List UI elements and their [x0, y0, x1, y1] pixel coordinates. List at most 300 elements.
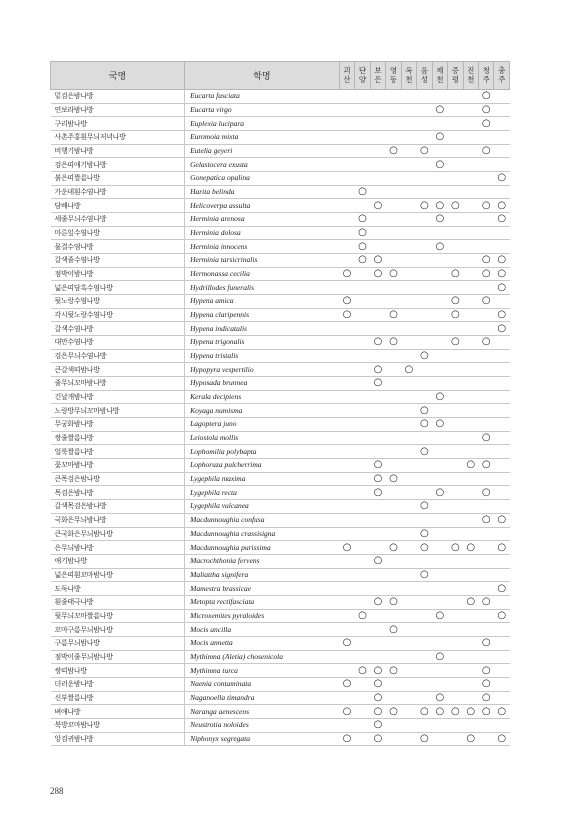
occurrence-cell	[448, 732, 463, 746]
occurrence-cell: ○	[432, 418, 447, 432]
korean-name-cell: 쌍띠밤나방	[51, 664, 185, 678]
occurrence-cell	[355, 418, 370, 432]
table-row	[51, 554, 510, 568]
region-header	[417, 62, 432, 90]
occurrence-cell	[463, 281, 478, 295]
occurrence-cell	[417, 308, 432, 322]
occurrence-cell	[386, 322, 401, 336]
korean-name-cell: 갈색수염나방	[51, 322, 185, 336]
occurrence-cell	[494, 527, 510, 541]
scientific-name-cell: Euplexia lucipara	[185, 117, 340, 131]
occurrence-cell	[370, 103, 385, 117]
occurrence-cell	[339, 582, 354, 596]
occurrence-cell	[463, 500, 478, 514]
occurrence-cell: ○	[432, 240, 447, 254]
occurrence-cell	[355, 513, 370, 527]
scientific-name-cell: Macdunnoughia crassisigna	[185, 527, 340, 541]
occurrence-cell: ○	[355, 240, 370, 254]
occurrence-cell	[417, 90, 432, 104]
occurrence-cell: ○	[479, 664, 494, 678]
occurrence-cell	[463, 185, 478, 199]
occurrence-cell	[448, 90, 463, 104]
occurrence-cell	[386, 240, 401, 254]
scientific-name-cell: Lophoruza pulcherrima	[185, 459, 340, 473]
occurrence-cell	[401, 185, 416, 199]
scientific-name-cell: Hermonassa cecilia	[185, 267, 340, 281]
occurrence-cell	[448, 664, 463, 678]
scientific-name-cell: Hypena tristalis	[185, 349, 340, 363]
occurrence-cell	[355, 445, 370, 459]
korean-name-cell: 은무늬밤나방	[51, 541, 185, 555]
occurrence-cell: ○	[355, 226, 370, 240]
occurrence-cell	[494, 568, 510, 582]
occurrence-cell: ○	[479, 677, 494, 691]
korean-name-cell: 꼬마구름무늬밤나방	[51, 623, 185, 637]
occurrence-cell	[355, 677, 370, 691]
korean-name-cell: 무궁화밤나방	[51, 418, 185, 432]
occurrence-cell: ○	[417, 500, 432, 514]
scientific-name-cell: Lophomilia polybapta	[185, 445, 340, 459]
occurrence-cell: ○	[386, 472, 401, 486]
scientific-name-cell: Lygephila maxima	[185, 472, 340, 486]
occurrence-cell	[401, 418, 416, 432]
scientific-name-cell: Hypena claripennis	[185, 308, 340, 322]
occurrence-cell: ○	[370, 705, 385, 719]
occurrence-cell	[479, 213, 494, 227]
occurrence-cell	[494, 459, 510, 473]
region-header-char: 은	[374, 74, 382, 84]
occurrence-cell	[401, 582, 416, 596]
occurrence-cell	[432, 295, 447, 309]
species-distribution-table	[50, 61, 510, 746]
occurrence-cell: ○	[401, 363, 416, 377]
occurrence-cell	[370, 281, 385, 295]
occurrence-cell: ○	[417, 404, 432, 418]
occurrence-cell	[370, 650, 385, 664]
occurrence-cell	[448, 363, 463, 377]
scientific-name-cell: Neustrotia noloides	[185, 718, 340, 732]
occurrence-cell	[401, 254, 416, 268]
occurrence-cell	[386, 459, 401, 473]
occurrence-cell	[463, 568, 478, 582]
occurrence-cell	[386, 103, 401, 117]
occurrence-cell: ○	[479, 117, 494, 131]
occurrence-cell: ○	[370, 664, 385, 678]
occurrence-cell	[355, 281, 370, 295]
occurrence-cell	[417, 664, 432, 678]
occurrence-cell: ○	[417, 527, 432, 541]
region-header	[479, 62, 494, 90]
korean-name-cell: 목검은밤나방	[51, 486, 185, 500]
scientific-name-cell: Eucarta fasciata	[185, 90, 340, 104]
occurrence-cell	[417, 158, 432, 172]
occurrence-cell	[370, 240, 385, 254]
occurrence-cell	[386, 226, 401, 240]
table-row	[51, 199, 510, 213]
occurrence-cell	[401, 500, 416, 514]
occurrence-cell	[339, 363, 354, 377]
occurrence-cell	[355, 623, 370, 637]
table-row	[51, 650, 510, 664]
occurrence-cell	[339, 568, 354, 582]
occurrence-cell	[432, 322, 447, 336]
occurrence-cell	[355, 322, 370, 336]
korean-name-cell: 각시뒷노랑수염나방	[51, 308, 185, 322]
occurrence-cell	[401, 445, 416, 459]
occurrence-cell	[463, 513, 478, 527]
korean-name-cell: 붉은띠짤름나방	[51, 172, 185, 186]
occurrence-cell	[417, 609, 432, 623]
occurrence-cell	[432, 226, 447, 240]
occurrence-cell	[355, 308, 370, 322]
occurrence-cell: ○	[339, 267, 354, 281]
region-header	[448, 62, 463, 90]
occurrence-cell	[386, 609, 401, 623]
occurrence-cell	[386, 349, 401, 363]
scientific-name-cell: Microxemites pyraloides	[185, 609, 340, 623]
occurrence-cell	[417, 650, 432, 664]
korean-name-cell: 얼룩짤름나방	[51, 445, 185, 459]
occurrence-cell	[401, 226, 416, 240]
occurrence-cell	[463, 199, 478, 213]
occurrence-cell: ○	[479, 336, 494, 350]
occurrence-cell	[432, 664, 447, 678]
korean-name-cell: 도둑나방	[51, 582, 185, 596]
occurrence-cell	[355, 431, 370, 445]
table-row	[51, 732, 510, 746]
occurrence-cell	[432, 636, 447, 650]
korean-name-cell: 점박이줄무늬밤나방	[51, 650, 185, 664]
occurrence-cell	[370, 404, 385, 418]
occurrence-cell: ○	[370, 363, 385, 377]
occurrence-cell	[417, 691, 432, 705]
table-row	[51, 486, 510, 500]
occurrence-cell	[479, 172, 494, 186]
occurrence-cell	[432, 513, 447, 527]
scientific-name-cell: Helicoverpa assulta	[185, 199, 340, 213]
occurrence-cell	[417, 554, 432, 568]
occurrence-cell	[401, 623, 416, 637]
occurrence-cell: ○	[432, 158, 447, 172]
occurrence-cell	[370, 185, 385, 199]
occurrence-cell: ○	[339, 295, 354, 309]
occurrence-cell	[448, 718, 463, 732]
occurrence-cell: ○	[432, 131, 447, 145]
scientific-name-cell: Koyaga numisma	[185, 404, 340, 418]
occurrence-cell	[463, 623, 478, 637]
occurrence-cell	[339, 144, 354, 158]
occurrence-cell	[448, 349, 463, 363]
occurrence-cell	[448, 513, 463, 527]
table-row	[51, 281, 510, 295]
table-row	[51, 664, 510, 678]
occurrence-cell	[463, 131, 478, 145]
occurrence-cell	[494, 636, 510, 650]
region-header-char: 평	[451, 74, 459, 84]
scientific-name-cell: Mythimna turca	[185, 664, 340, 678]
occurrence-cell	[479, 623, 494, 637]
occurrence-cell	[432, 117, 447, 131]
occurrence-cell	[401, 199, 416, 213]
occurrence-cell	[355, 377, 370, 391]
korean-name-cell: 긴날개밤나방	[51, 390, 185, 404]
occurrence-cell: ○	[386, 541, 401, 555]
occurrence-cell	[339, 718, 354, 732]
occurrence-cell	[448, 185, 463, 199]
occurrence-cell	[370, 568, 385, 582]
occurrence-cell	[494, 363, 510, 377]
occurrence-cell	[417, 226, 432, 240]
occurrence-cell	[386, 554, 401, 568]
occurrence-cell	[479, 650, 494, 664]
occurrence-cell	[386, 445, 401, 459]
occurrence-cell	[417, 513, 432, 527]
occurrence-cell	[401, 281, 416, 295]
occurrence-cell	[355, 732, 370, 746]
occurrence-cell	[401, 322, 416, 336]
scientific-name-cell: Lygephila vulcanea	[185, 500, 340, 514]
occurrence-cell	[494, 377, 510, 391]
occurrence-cell	[401, 732, 416, 746]
occurrence-cell	[479, 527, 494, 541]
occurrence-cell	[401, 267, 416, 281]
occurrence-cell: ○	[417, 144, 432, 158]
korean-name-cell: 뒷노랑수염나방	[51, 295, 185, 309]
occurrence-cell	[463, 636, 478, 650]
occurrence-cell	[355, 582, 370, 596]
occurrence-cell	[448, 131, 463, 145]
occurrence-cell: ○	[386, 267, 401, 281]
occurrence-cell	[339, 390, 354, 404]
table-row	[51, 322, 510, 336]
occurrence-cell	[432, 267, 447, 281]
occurrence-cell	[432, 500, 447, 514]
region-header-char: 제	[436, 66, 444, 75]
occurrence-cell: ○	[370, 267, 385, 281]
occurrence-cell	[463, 267, 478, 281]
occurrence-cell	[448, 568, 463, 582]
occurrence-cell	[339, 445, 354, 459]
region-header	[432, 62, 447, 90]
occurrence-cell: ○	[355, 254, 370, 268]
table-row	[51, 158, 510, 172]
occurrence-cell: ○	[463, 595, 478, 609]
korean-name-cell: 점박이밤나방	[51, 267, 185, 281]
occurrence-cell	[386, 390, 401, 404]
occurrence-cell	[339, 199, 354, 213]
occurrence-cell	[448, 677, 463, 691]
occurrence-cell	[355, 691, 370, 705]
occurrence-cell	[401, 377, 416, 391]
occurrence-cell	[386, 172, 401, 186]
korean-name-cell: 국화은무늬밤나방	[51, 513, 185, 527]
occurrence-cell	[339, 336, 354, 350]
occurrence-cell	[479, 308, 494, 322]
occurrence-cell	[386, 90, 401, 104]
occurrence-cell	[401, 240, 416, 254]
table-row	[51, 445, 510, 459]
korean-name-cell: 가운데흰수염나방	[51, 185, 185, 199]
occurrence-cell	[386, 199, 401, 213]
korean-name-cell: 노랑방무늬꼬마밤나방	[51, 404, 185, 418]
occurrence-cell: ○	[494, 732, 510, 746]
occurrence-cell	[417, 172, 432, 186]
occurrence-cell	[401, 295, 416, 309]
occurrence-cell: ○	[339, 705, 354, 719]
occurrence-cell	[339, 650, 354, 664]
occurrence-cell	[417, 472, 432, 486]
table-row	[51, 472, 510, 486]
occurrence-cell	[494, 404, 510, 418]
occurrence-cell: ○	[355, 609, 370, 623]
scientific-name-cell: Leiostola mollis	[185, 431, 340, 445]
region-header-char: 음	[420, 66, 428, 75]
table-row	[51, 691, 510, 705]
occurrence-cell	[417, 213, 432, 227]
occurrence-cell	[355, 131, 370, 145]
occurrence-cell	[432, 404, 447, 418]
table-row	[51, 117, 510, 131]
occurrence-cell	[479, 390, 494, 404]
occurrence-cell	[386, 404, 401, 418]
scientific-name-cell: Macrochthonia fervens	[185, 554, 340, 568]
occurrence-cell	[386, 213, 401, 227]
occurrence-cell: ○	[417, 349, 432, 363]
korean-name-cell: 신부짤름나방	[51, 691, 185, 705]
table-row	[51, 568, 510, 582]
occurrence-cell: ○	[448, 267, 463, 281]
occurrence-cell	[401, 664, 416, 678]
table-row	[51, 226, 510, 240]
korean-name-cell: 넓은띠흰꼬마밤나방	[51, 568, 185, 582]
korean-name-cell: 큰갈색띠밤나방	[51, 363, 185, 377]
occurrence-cell: ○	[479, 103, 494, 117]
occurrence-cell	[494, 650, 510, 664]
occurrence-cell	[417, 336, 432, 350]
scientific-name-cell: Macdunnoughia purissima	[185, 541, 340, 555]
occurrence-cell	[370, 500, 385, 514]
occurrence-cell	[355, 472, 370, 486]
occurrence-cell	[370, 390, 385, 404]
occurrence-cell	[355, 718, 370, 732]
occurrence-cell: ○	[494, 213, 510, 227]
occurrence-cell	[386, 486, 401, 500]
occurrence-cell: ○	[370, 595, 385, 609]
korean-name-cell: 갈색줄수염나방	[51, 254, 185, 268]
table-row	[51, 336, 510, 350]
occurrence-cell: ○	[463, 732, 478, 746]
occurrence-cell	[339, 103, 354, 117]
occurrence-cell	[479, 472, 494, 486]
occurrence-cell	[401, 336, 416, 350]
occurrence-cell	[463, 418, 478, 432]
occurrence-cell	[355, 363, 370, 377]
table-row	[51, 595, 510, 609]
occurrence-cell: ○	[339, 308, 354, 322]
occurrence-cell	[463, 172, 478, 186]
occurrence-cell	[339, 404, 354, 418]
occurrence-cell	[370, 172, 385, 186]
occurrence-cell	[370, 131, 385, 145]
occurrence-cell	[370, 213, 385, 227]
occurrence-cell	[479, 377, 494, 391]
occurrence-cell	[448, 144, 463, 158]
scientific-name-cell: Hyposada brunnea	[185, 377, 340, 391]
occurrence-cell	[355, 705, 370, 719]
occurrence-cell	[339, 472, 354, 486]
table-row	[51, 295, 510, 309]
occurrence-cell: ○	[432, 199, 447, 213]
occurrence-cell	[463, 240, 478, 254]
occurrence-cell	[417, 363, 432, 377]
occurrence-cell	[339, 158, 354, 172]
occurrence-cell	[370, 623, 385, 637]
occurrence-cell: ○	[448, 541, 463, 555]
occurrence-cell	[355, 527, 370, 541]
occurrence-cell: ○	[432, 103, 447, 117]
occurrence-cell	[494, 500, 510, 514]
scientific-name-cell: Naenia contaminata	[185, 677, 340, 691]
occurrence-cell	[401, 103, 416, 117]
page-number: 288	[50, 786, 64, 796]
occurrence-cell	[339, 226, 354, 240]
occurrence-cell	[386, 636, 401, 650]
occurrence-cell	[448, 609, 463, 623]
occurrence-cell	[339, 513, 354, 527]
occurrence-cell	[386, 691, 401, 705]
occurrence-cell	[448, 103, 463, 117]
occurrence-cell: ○	[479, 144, 494, 158]
occurrence-cell	[463, 213, 478, 227]
occurrence-cell	[355, 541, 370, 555]
occurrence-cell	[479, 568, 494, 582]
occurrence-cell: ○	[432, 691, 447, 705]
occurrence-cell	[417, 131, 432, 145]
occurrence-cell	[448, 595, 463, 609]
region-header-char: 동	[389, 74, 398, 84]
occurrence-cell	[417, 281, 432, 295]
occurrence-cell	[463, 158, 478, 172]
occurrence-cell	[432, 431, 447, 445]
occurrence-cell	[479, 185, 494, 199]
occurrence-cell	[417, 459, 432, 473]
occurrence-cell	[479, 322, 494, 336]
occurrence-cell	[417, 267, 432, 281]
occurrence-cell	[355, 390, 370, 404]
occurrence-cell: ○	[463, 541, 478, 555]
occurrence-cell	[448, 527, 463, 541]
occurrence-cell	[417, 377, 432, 391]
scientific-name-cell: Mamestra brassicae	[185, 582, 340, 596]
occurrence-cell: ○	[479, 267, 494, 281]
table-row	[51, 267, 510, 281]
occurrence-cell	[370, 144, 385, 158]
occurrence-cell: ○	[448, 295, 463, 309]
scientific-name-header: 학명	[185, 62, 340, 90]
occurrence-cell: ○	[370, 336, 385, 350]
occurrence-cell	[479, 582, 494, 596]
occurrence-cell: ○	[386, 705, 401, 719]
region-header-char: 천	[467, 74, 475, 84]
occurrence-cell: ○	[370, 691, 385, 705]
occurrence-cell	[448, 281, 463, 295]
occurrence-cell: ○	[339, 636, 354, 650]
occurrence-cell	[417, 431, 432, 445]
occurrence-cell	[401, 390, 416, 404]
occurrence-cell	[448, 472, 463, 486]
occurrence-cell	[370, 117, 385, 131]
occurrence-cell: ○	[370, 554, 385, 568]
